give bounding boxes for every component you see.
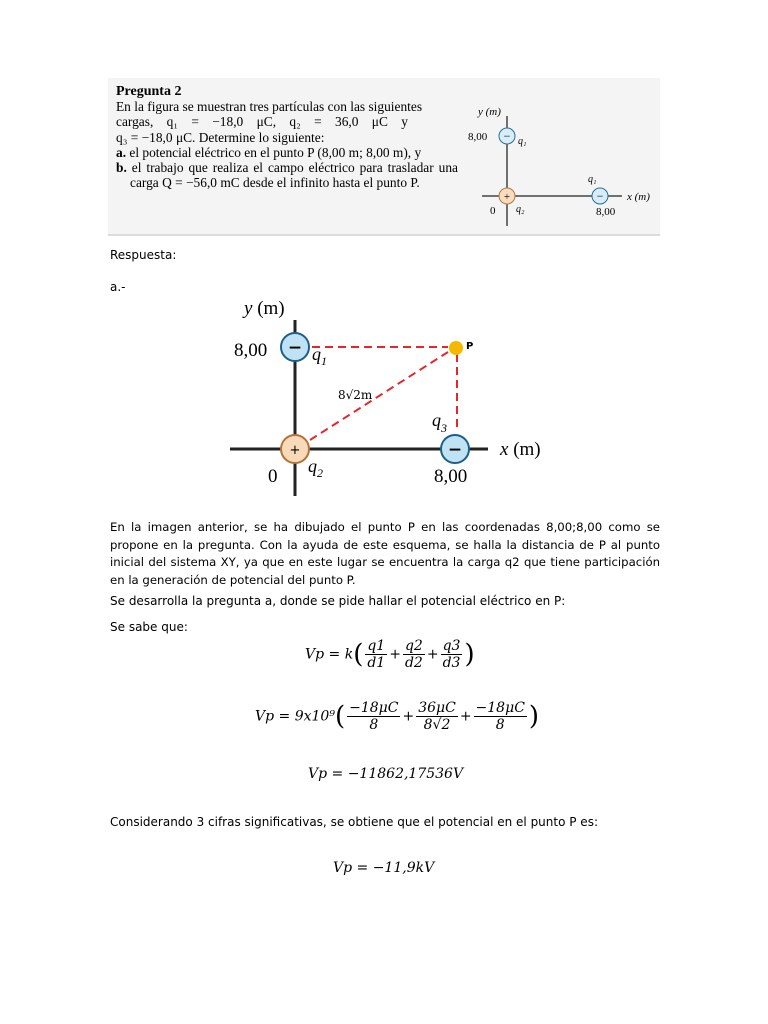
minus-sign: −	[503, 129, 511, 143]
origin-label: 0	[268, 466, 278, 487]
question-line: En la figura se muestran tres partículas con las siguientes	[116, 99, 423, 115]
answer-heading: Respuesta:	[110, 248, 177, 262]
x-axis-label: x (m)	[500, 439, 541, 460]
paragraph: Se desarrolla la pregunta a, donde se pide hallar el potencial eléctrico en P:	[110, 594, 566, 608]
question-item-b: b. el trabajo que realiza el campo eléctrico para trasladar una carga Q = −56,0 mC desde el infinito hasta el punto P.	[116, 160, 458, 191]
equation-result: Vp = −11862,17536V	[308, 766, 464, 782]
origin-label: 0	[490, 205, 496, 217]
question-line: q₃ = −18,0 μC. Determine lo siguiente:	[116, 129, 325, 145]
x-tick: 8,00	[596, 206, 616, 218]
y-tick: 8,00	[234, 340, 268, 361]
plus-sign: +	[289, 443, 301, 458]
q2-label: $q_2$	[308, 456, 323, 480]
x-tick: 8,00	[434, 466, 468, 487]
paragraph: Se sabe que:	[110, 620, 188, 634]
minus-sign: −	[596, 189, 604, 203]
y-axis-label: y (m)	[478, 106, 501, 118]
equation-final: Vp = −11,9kV	[333, 860, 435, 876]
main-diagram	[226, 292, 556, 502]
question-text	[116, 84, 458, 190]
q1-label: q₁	[518, 136, 527, 147]
equation-general: Vp = k( $\frac{q1}{d1}$ + $\frac{q2}{d2}$ + $\frac{q3}{d3}$ )	[305, 638, 475, 671]
y-tick: 8,00	[468, 131, 488, 143]
minus-sign: −	[447, 440, 463, 460]
equation-substituted: Vp = 9x10⁹( $\frac{-18\mu C}{8}$ + $\frac{36\mu C}{8√2}$ + $\frac{-18\mu C}{8}$ )	[255, 700, 540, 733]
question-figure	[462, 98, 662, 228]
point-p-label: P	[466, 341, 474, 352]
question-title: Pregunta 2	[116, 84, 182, 99]
part-a-label: a.-	[110, 280, 126, 294]
question-line: cargas, q₁ = −18,0 μC, q₂ = 36,0 μC y	[116, 114, 408, 130]
minus-sign: −	[287, 338, 303, 358]
distance-label: 8√2m	[338, 388, 373, 402]
point-p	[449, 341, 463, 355]
q3-label: q₁	[588, 174, 597, 185]
q2-label: q₂	[516, 204, 525, 215]
paragraph: Considerando 3 cifras significativas, se obtiene que el potencial en el punto P es:	[110, 815, 598, 829]
q1-label: $q_1$	[312, 344, 327, 368]
paragraph: En la imagen anterior, se ha dibujado el punto P en las coordenadas 8,00;8,00 como se propone en la pregunta. Con la ayuda de este esquema, se halla la distancia de P al punto inicial del sistema XY, ya que en este lugar se encuentra la carga q2 que tiene participación en la generación de potencial del punto P.	[110, 520, 660, 587]
dashed-line-q2-p	[310, 352, 448, 440]
x-axis-label: x (m)	[627, 191, 650, 203]
y-axis-label: y (m)	[244, 298, 285, 319]
divider	[108, 234, 660, 236]
question-item-a: a. el potencial eléctrico en el punto P (8,00 m; 8,00 m), y	[116, 144, 422, 160]
q3-label: $q_3$	[432, 410, 447, 435]
plus-sign: +	[503, 191, 511, 203]
